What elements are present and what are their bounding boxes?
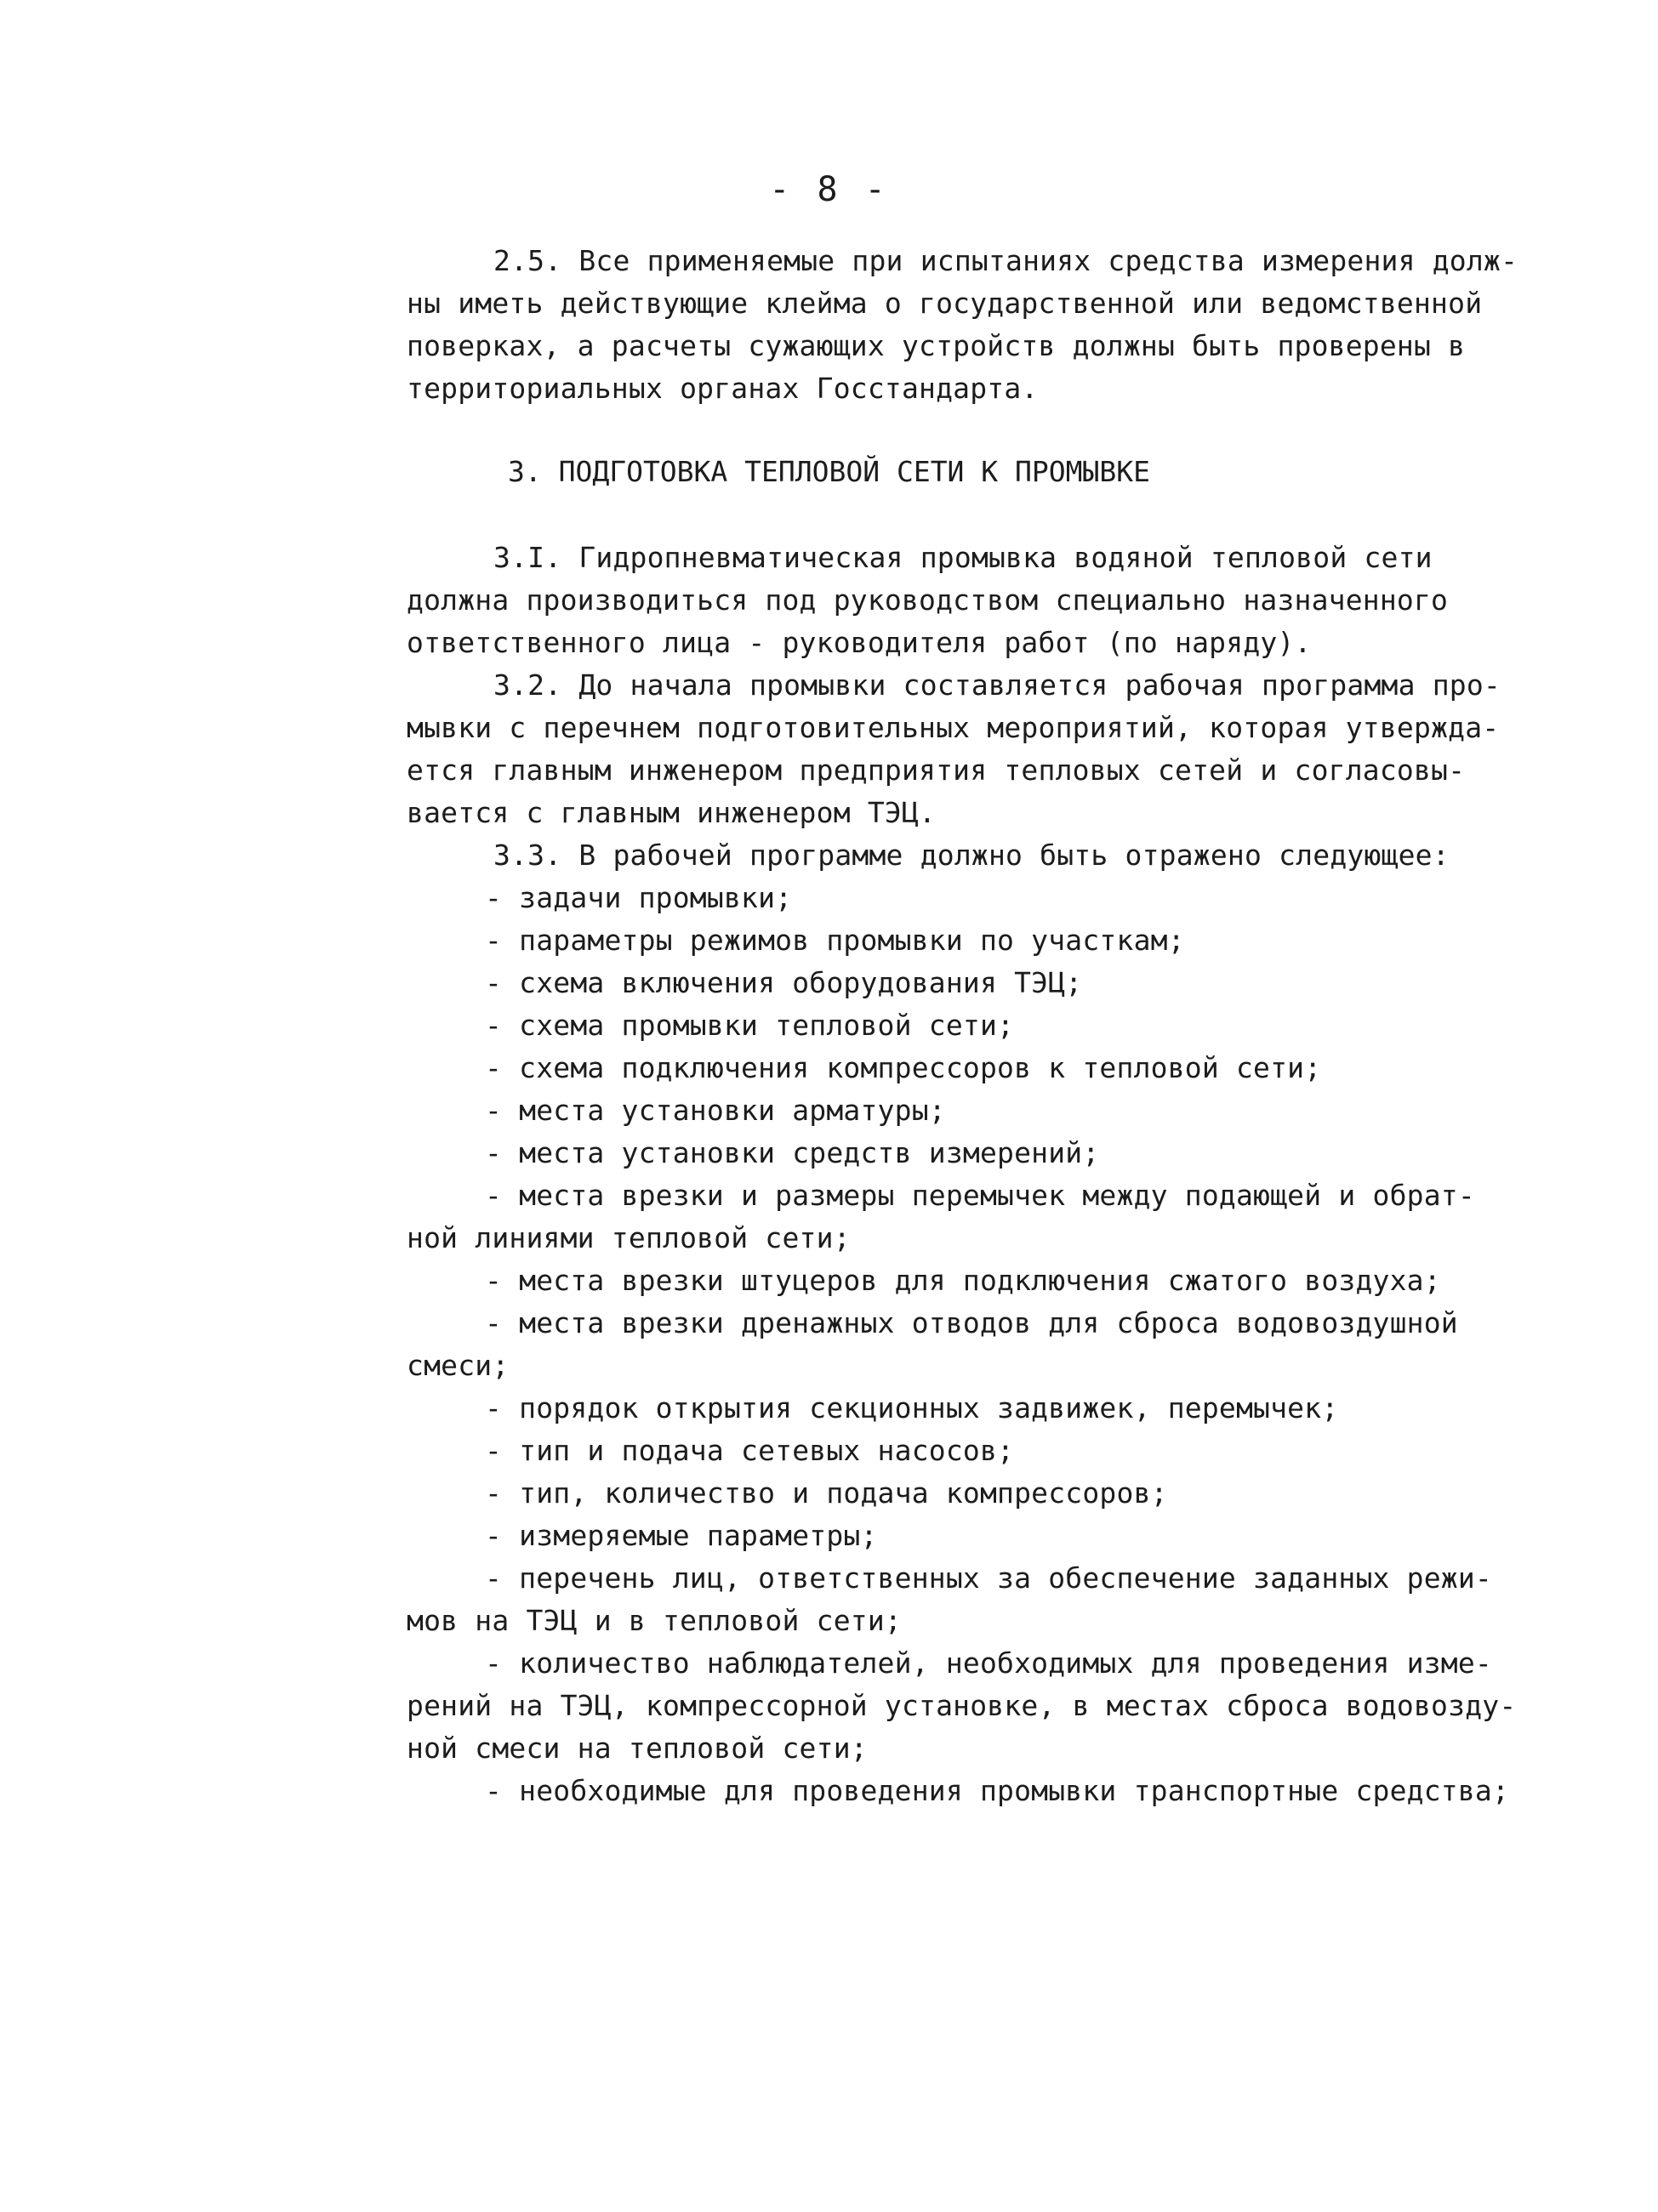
paragraph-2-5-line-1: 2.5. Все применяемые при испытаниях средства измерения долж-	[493, 244, 1518, 277]
list-item-continuation: мов на ТЭЦ и в тепловой сети;	[407, 1604, 902, 1637]
list-item: - места врезки штуцеров для подключения сжатого воздуха;	[485, 1264, 1441, 1297]
list-item: - перечень лиц, ответственных за обеспечение заданных режи-	[485, 1561, 1492, 1595]
list-item-continuation: ной смеси на тепловой сети;	[407, 1732, 868, 1765]
paragraph-3-1-line-3: ответственного лица - руководителя работ (по наряду).	[407, 626, 1312, 659]
list-item-continuation: смеси;	[407, 1349, 510, 1382]
list-item-continuation: ной линиями тепловой сети;	[407, 1221, 851, 1254]
list-item: - места установки арматуры;	[485, 1094, 946, 1127]
paragraph-2-5-line-4: территориальных органах Госстандарта.	[407, 372, 1039, 405]
list-item: - места установки средств измерений;	[485, 1136, 1100, 1169]
list-item: - тип, количество и подача компрессоров;	[485, 1476, 1168, 1510]
paragraph-3-2-line-2: мывки с перечнем подготовительных мероприятий, которая утвержда-	[407, 711, 1500, 744]
list-item: - задачи промывки;	[485, 881, 793, 914]
list-item: - измеряемые параметры;	[485, 1519, 878, 1552]
page-number: - 8 -	[769, 170, 889, 209]
list-item-continuation: рений на ТЭЦ, компрессорной установке, в местах сброса водовозду-	[407, 1689, 1517, 1722]
list-item: - места врезки дренажных отводов для сброса водовоздушной	[485, 1306, 1458, 1339]
list-item: - схема подключения компрессоров к тепловой сети;	[485, 1051, 1322, 1084]
list-item: - тип и подача сетевых насосов;	[485, 1434, 1015, 1467]
paragraph-3-3-intro: 3.3. В рабочей программе должно быть отражено следующее:	[493, 839, 1450, 872]
paragraph-3-2-line-3: ется главным инженером предприятия тепловых сетей и согласовы-	[407, 753, 1466, 787]
section-heading: 3. ПОДГОТОВКА ТЕПЛОВОЙ СЕТИ К ПРОМЫВКЕ	[508, 455, 1150, 488]
list-item: - схема промывки тепловой сети;	[485, 1009, 1015, 1042]
list-item: - схема включения оборудования ТЭЦ;	[485, 966, 1083, 999]
list-item: - места врезки и размеры перемычек между подающей и обрат-	[485, 1179, 1475, 1212]
paragraph-2-5-line-2: ны иметь действующие клейма о государственной или ведомственной	[407, 287, 1483, 320]
paragraph-3-2-line-4: вается с главным инженером ТЭЦ.	[407, 796, 937, 829]
list-item: - порядок открытия секционных задвижек, перемычек;	[485, 1391, 1339, 1424]
paragraph-3-2-line-1: 3.2. До начала промывки составляется рабочая программа про-	[493, 668, 1501, 702]
paragraph-2-5-line-3: поверках, а расчеты сужающих устройств должны быть проверены в	[407, 329, 1466, 362]
paragraph-3-1-line-1: 3.I. Гидропневматическая промывка водяной тепловой сети	[493, 541, 1433, 574]
list-item: - необходимые для проведения промывки транспортные средства;	[485, 1774, 1510, 1807]
list-item: - количество наблюдателей, необходимых для проведения изме-	[485, 1646, 1492, 1680]
list-item: - параметры режимов промывки по участкам;	[485, 924, 1185, 957]
paragraph-3-1-line-2: должна производиться под руководством специально назначенного	[407, 583, 1449, 617]
